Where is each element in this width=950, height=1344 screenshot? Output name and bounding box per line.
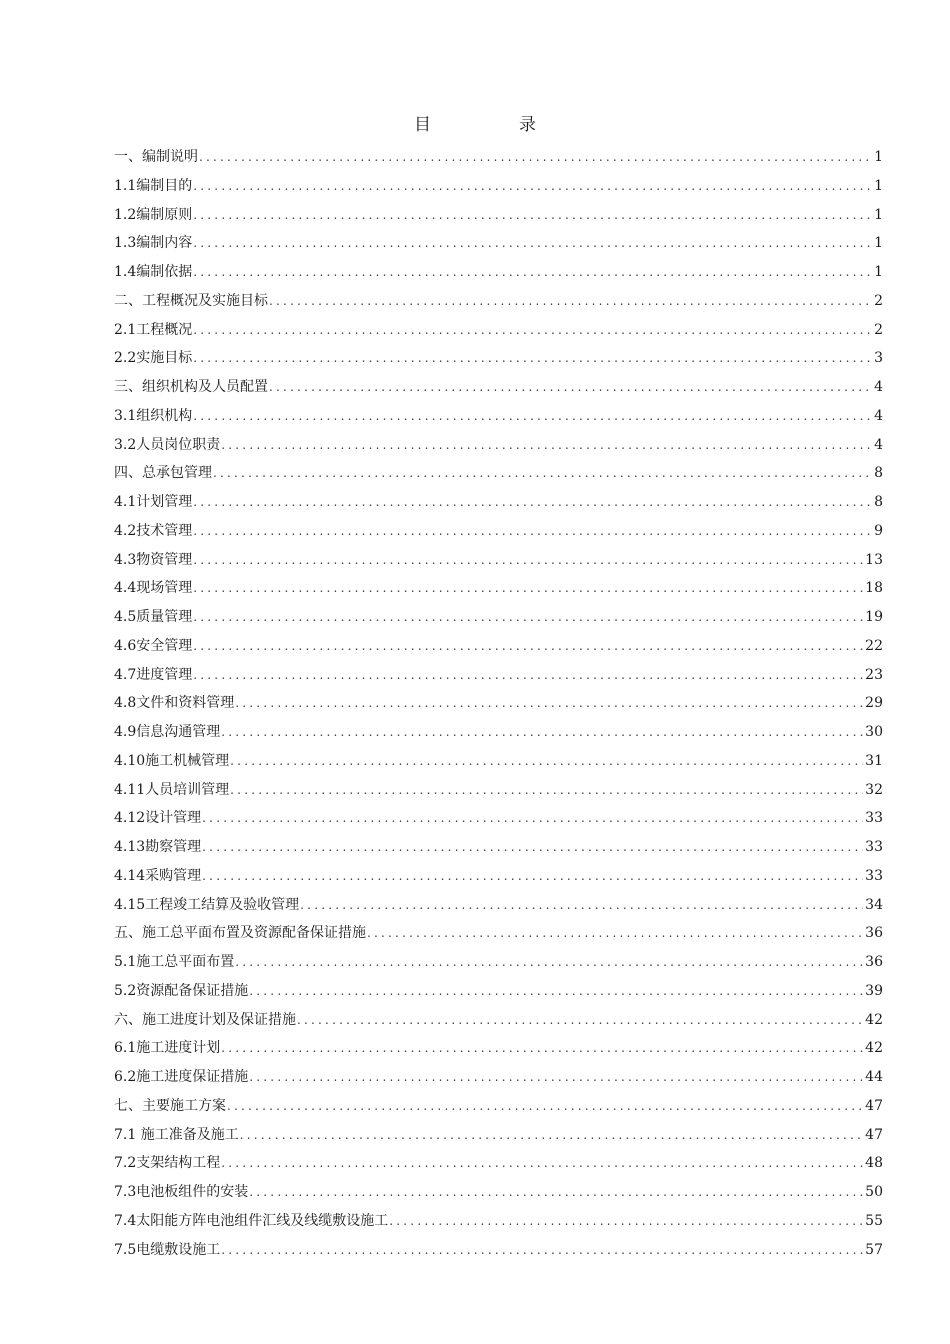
- toc-entry-page-number[interactable]: 8: [874, 465, 883, 482]
- dot-leader: [249, 1066, 863, 1088]
- toc-entry-page-number[interactable]: 3: [874, 350, 883, 367]
- toc-entry[interactable]: [114, 807, 883, 836]
- toc-entry-page-number[interactable]: 1: [874, 264, 883, 280]
- dot-leader: [221, 1239, 863, 1261]
- toc-entry-label[interactable]: 二、工程概况及实施目标: [114, 292, 268, 309]
- dot-leader: [221, 1152, 863, 1174]
- toc-entry-page-number[interactable]: 36: [865, 954, 883, 970]
- toc-entry-label[interactable]: 1.1编制目的: [114, 177, 193, 194]
- toc-entry-label[interactable]: 4.1计划管理: [114, 494, 193, 510]
- toc-entry[interactable]: [114, 1066, 883, 1095]
- dot-leader: [193, 491, 872, 513]
- toc-entry[interactable]: [114, 865, 883, 894]
- toc-entry-page-number[interactable]: 44: [865, 1069, 883, 1085]
- toc-entry[interactable]: [114, 347, 883, 376]
- toc-entry-page-number[interactable]: 42: [865, 1011, 883, 1028]
- toc-entry[interactable]: [114, 434, 883, 463]
- toc-entry-label[interactable]: 六、施工进度计划及保证措施: [114, 1011, 296, 1028]
- toc-entry-label[interactable]: 三、组织机构及人员配置: [114, 379, 268, 395]
- dot-leader: [193, 405, 872, 427]
- toc-entry-label[interactable]: 四、总承包管理: [114, 465, 212, 482]
- toc-entry-page-number[interactable]: 13: [865, 551, 883, 568]
- dot-leader: [193, 577, 863, 599]
- toc-entry[interactable]: [114, 1037, 883, 1066]
- toc-entry-page-number[interactable]: 22: [865, 637, 883, 654]
- toc-entry-page-number[interactable]: 8: [874, 494, 883, 510]
- dot-leader: [193, 319, 872, 341]
- toc-entry-label[interactable]: 7.1 施工准备及施工: [114, 1126, 239, 1143]
- toc-entry-label[interactable]: 4.14采购管理: [114, 867, 202, 884]
- dot-leader: [235, 951, 863, 973]
- toc-entry-page-number[interactable]: 4: [874, 379, 883, 395]
- dot-leader: [240, 1124, 863, 1146]
- dot-leader: [230, 750, 863, 772]
- toc-entry-page-number[interactable]: 50: [865, 1184, 883, 1200]
- dot-leader: [269, 376, 872, 398]
- toc-entry-label[interactable]: 3.2人员岗位职责: [114, 436, 221, 453]
- toc-entry-page-number[interactable]: 9: [874, 522, 883, 539]
- toc-entry-page-number[interactable]: 1: [874, 206, 883, 223]
- toc-title: [0, 114, 950, 136]
- toc-entry[interactable]: [114, 1095, 883, 1124]
- toc-entry[interactable]: [114, 951, 883, 980]
- toc-entry-label[interactable]: 4.4现场管理: [114, 580, 193, 597]
- toc-entry-label[interactable]: 4.15工程竣工结算及验收管理: [114, 896, 300, 913]
- toc-entry-label[interactable]: 1.2编制原则: [114, 206, 193, 223]
- toc-entry[interactable]: [114, 146, 883, 175]
- toc-entry[interactable]: [114, 577, 883, 606]
- toc-entry[interactable]: [114, 635, 883, 664]
- dot-leader: [193, 606, 863, 628]
- table-of-contents: [114, 146, 883, 1267]
- dot-leader: [269, 290, 872, 312]
- toc-entry-label[interactable]: 4.8文件和资料管理: [114, 695, 235, 712]
- toc-entry-label[interactable]: 4.3物资管理: [114, 551, 193, 568]
- toc-entry-page-number[interactable]: 4: [874, 436, 883, 453]
- toc-entry-label[interactable]: 6.1施工进度计划: [114, 1040, 221, 1057]
- toc-entry-page-number[interactable]: 33: [865, 810, 883, 827]
- toc-title-char-1: 目: [414, 115, 431, 135]
- dot-leader: [202, 865, 863, 887]
- toc-entry-label[interactable]: 3.1组织机构: [114, 407, 193, 424]
- toc-entry-label[interactable]: 七、主要施工方案: [114, 1097, 226, 1114]
- toc-entry[interactable]: [114, 1181, 883, 1210]
- toc-entry[interactable]: [114, 779, 883, 808]
- toc-entry-page-number[interactable]: 36: [865, 925, 883, 942]
- toc-entry-page-number[interactable]: 2: [874, 292, 883, 309]
- toc-entry-page-number[interactable]: 1: [874, 235, 883, 252]
- toc-entry[interactable]: [114, 721, 883, 750]
- toc-entry-label[interactable]: 五、施工总平面布置及资源配备保证措施: [114, 925, 366, 942]
- toc-entry-page-number[interactable]: 1: [874, 177, 883, 194]
- toc-entry[interactable]: [114, 1009, 883, 1038]
- dot-leader: [249, 1181, 863, 1203]
- dot-leader: [193, 347, 872, 369]
- toc-title-char-2: 录: [519, 115, 536, 135]
- toc-entry[interactable]: [114, 894, 883, 923]
- toc-entry[interactable]: [114, 462, 883, 491]
- toc-entry-label[interactable]: 4.7进度管理: [114, 666, 193, 683]
- toc-entry[interactable]: [114, 836, 883, 865]
- toc-entry[interactable]: [114, 491, 883, 520]
- dot-leader: [193, 175, 872, 197]
- dot-leader: [193, 204, 872, 226]
- toc-entry-label[interactable]: 4.9信息沟通管理: [114, 724, 221, 740]
- dot-leader: [193, 232, 872, 254]
- toc-entry-label[interactable]: 5.2资源配备保证措施: [114, 982, 249, 999]
- toc-entry-page-number[interactable]: 47: [865, 1126, 883, 1143]
- toc-entry-page-number[interactable]: 33: [865, 867, 883, 884]
- toc-entry-page-number[interactable]: 29: [865, 695, 883, 712]
- toc-entry-page-number[interactable]: 33: [865, 839, 883, 855]
- toc-entry-label[interactable]: 4.13勘察管理: [114, 839, 202, 855]
- toc-entry-label[interactable]: 4.11人员培训管理: [114, 781, 230, 798]
- toc-entry[interactable]: [114, 232, 883, 261]
- toc-entry[interactable]: [114, 376, 883, 405]
- toc-entry-label[interactable]: 4.5质量管理: [114, 609, 193, 625]
- toc-entry[interactable]: [114, 1239, 883, 1268]
- toc-entry-label[interactable]: 7.5电缆敷设施工: [114, 1241, 221, 1258]
- toc-entry-label[interactable]: 6.2施工进度保证措施: [114, 1069, 249, 1085]
- toc-entry-label[interactable]: 4.2技术管理: [114, 522, 193, 539]
- dot-leader: [297, 1009, 863, 1031]
- toc-entry[interactable]: [114, 692, 883, 721]
- dot-leader: [202, 836, 863, 858]
- dot-leader: [227, 1095, 863, 1117]
- toc-entry-page-number[interactable]: 42: [865, 1040, 883, 1057]
- toc-entry-label[interactable]: 4.6安全管理: [114, 637, 193, 654]
- dot-leader: [367, 922, 863, 944]
- dot-leader: [221, 1037, 863, 1059]
- toc-entry[interactable]: [114, 664, 883, 693]
- toc-entry[interactable]: [114, 204, 883, 233]
- toc-entry-page-number[interactable]: 47: [865, 1097, 883, 1114]
- toc-entry[interactable]: [114, 980, 883, 1009]
- toc-entry-page-number[interactable]: 31: [865, 752, 883, 769]
- toc-entry[interactable]: [114, 261, 883, 290]
- toc-entry-page-number[interactable]: 1: [874, 149, 883, 165]
- dot-leader: [199, 146, 872, 168]
- dot-leader: [193, 520, 872, 542]
- toc-entry-page-number[interactable]: 32: [865, 781, 883, 798]
- toc-entry-page-number[interactable]: 57: [865, 1241, 883, 1258]
- toc-entry-page-number[interactable]: 2: [874, 321, 883, 338]
- toc-entry-label[interactable]: 1.3编制内容: [114, 235, 193, 252]
- dot-leader: [221, 434, 872, 456]
- toc-entry-label[interactable]: 7.3电池板组件的安装: [114, 1184, 249, 1200]
- toc-entry[interactable]: [114, 290, 883, 319]
- dot-leader: [202, 807, 863, 829]
- dot-leader: [235, 692, 863, 714]
- toc-entry-page-number[interactable]: 23: [865, 666, 883, 683]
- toc-entry-label[interactable]: 一、编制说明: [114, 149, 198, 165]
- dot-leader: [193, 664, 863, 686]
- toc-entry[interactable]: [114, 520, 883, 549]
- dot-leader: [249, 980, 863, 1002]
- toc-entry-label[interactable]: 1.4编制依据: [114, 264, 193, 280]
- toc-entry-page-number[interactable]: 55: [865, 1212, 883, 1229]
- toc-entry-label[interactable]: 5.1施工总平面布置: [114, 954, 235, 970]
- dot-leader: [193, 635, 863, 657]
- toc-entry-label[interactable]: 7.4太阳能方阵电池组件汇线及线缆敷设施工: [114, 1212, 389, 1229]
- toc-entry[interactable]: [114, 750, 883, 779]
- toc-entry-page-number[interactable]: 30: [865, 724, 883, 740]
- toc-entry-page-number[interactable]: 4: [874, 407, 883, 424]
- toc-entry[interactable]: [114, 319, 883, 348]
- toc-entry-label[interactable]: 4.10施工机械管理: [114, 752, 230, 769]
- toc-entry-page-number[interactable]: 19: [865, 609, 883, 625]
- dot-leader: [230, 779, 863, 801]
- dot-leader: [193, 549, 863, 571]
- toc-entry-page-number[interactable]: 48: [865, 1155, 883, 1172]
- dot-leader: [389, 1210, 863, 1232]
- toc-entry[interactable]: [114, 549, 883, 578]
- toc-entry-label[interactable]: 7.2支架结构工程: [114, 1155, 221, 1172]
- toc-entry[interactable]: [114, 1124, 883, 1153]
- toc-entry[interactable]: [114, 922, 883, 951]
- dot-leader: [213, 462, 872, 484]
- toc-entry[interactable]: [114, 405, 883, 434]
- toc-entry[interactable]: [114, 175, 883, 204]
- dot-leader: [300, 894, 863, 916]
- toc-entry[interactable]: [114, 1210, 883, 1239]
- toc-entry-page-number[interactable]: 34: [865, 896, 883, 913]
- dot-leader: [221, 721, 863, 743]
- toc-entry[interactable]: [114, 1152, 883, 1181]
- toc-entry-label[interactable]: 2.1工程概况: [114, 321, 193, 338]
- toc-entry[interactable]: [114, 606, 883, 635]
- toc-entry-page-number[interactable]: 39: [865, 982, 883, 999]
- dot-leader: [193, 261, 872, 283]
- toc-entry-label[interactable]: 2.2实施目标: [114, 350, 193, 367]
- toc-entry-page-number[interactable]: 18: [865, 580, 883, 597]
- toc-entry-label[interactable]: 4.12设计管理: [114, 810, 202, 827]
